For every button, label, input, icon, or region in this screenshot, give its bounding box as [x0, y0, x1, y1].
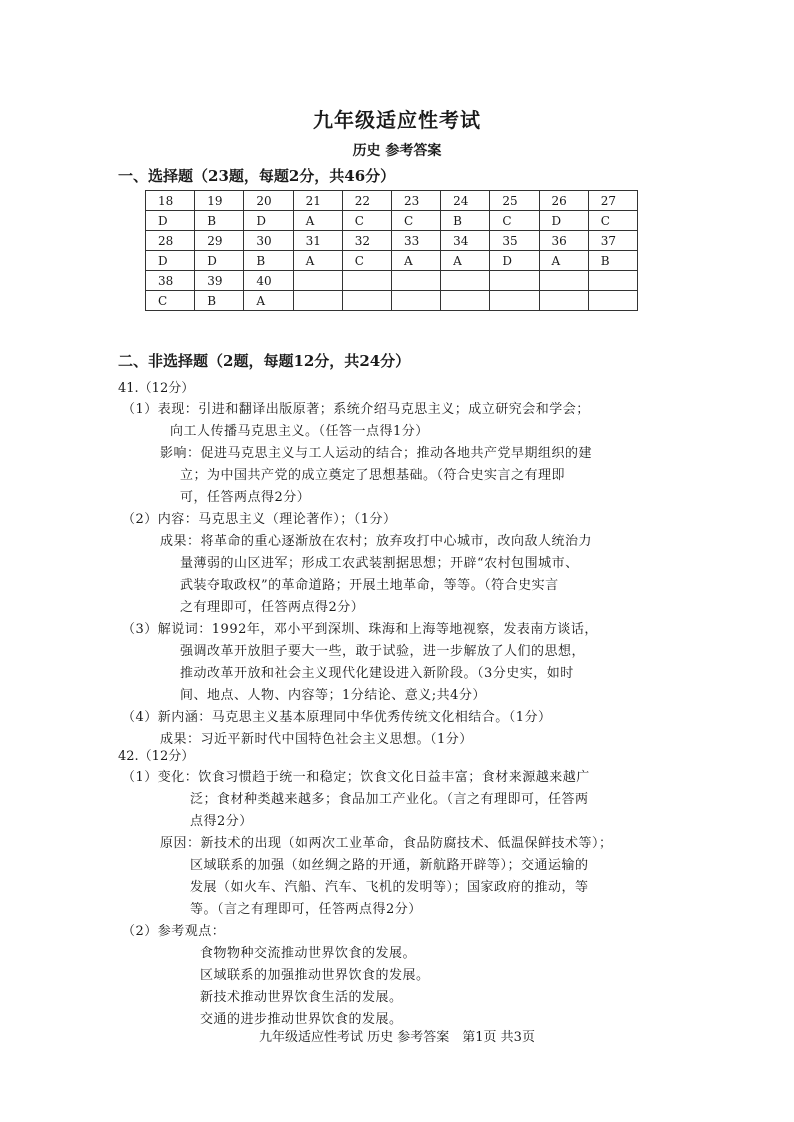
- answer-line: （1）表现：引进和翻译出版原著；系统介绍马克思主义；成立研究会和学会；: [122, 402, 590, 417]
- answer-table-row: [146, 211, 638, 231]
- answer-table-cell: [293, 291, 342, 311]
- answer-table-cell: D: [539, 211, 588, 231]
- answer-line: 推动改革开放和社会主义现代化建设进入新阶段。（3分史实，如时: [180, 666, 574, 681]
- answer-table: [145, 190, 638, 311]
- answer-table-cell: D: [490, 251, 539, 271]
- answer-table-row: [146, 291, 638, 311]
- answer-table-cell: C: [588, 211, 637, 231]
- answer-table-cell: A: [293, 211, 342, 231]
- answer-line: 交通的进步推动世界饮食的发展。: [200, 1012, 403, 1027]
- answer-line: 量薄弱的山区进军；形成工农武装割据思想；开辟“农村包围城市、: [180, 556, 579, 571]
- answer-table-cell: 38: [146, 271, 195, 291]
- answer-table-cell: 19: [195, 191, 244, 211]
- answer-line: 发展（如火车、汽船、汽车、飞机的发明等）；国家政府的推动，等: [190, 880, 589, 895]
- exam-title: 九年级适应性考试: [313, 108, 481, 132]
- answer-table-cell: 31: [293, 231, 342, 251]
- answer-line: （2）内容：马克思主义（理论著作）；（1分）: [122, 512, 397, 527]
- answer-table-cell: B: [588, 251, 637, 271]
- answer-line: 等。（言之有理即可，任答两点得2分）: [190, 902, 422, 917]
- answer-line: 强调改革开放胆子要大一些，敢于试验，进一步解放了人们的思想，: [180, 644, 586, 659]
- answer-table-cell: [588, 291, 637, 311]
- answer-table-cell: 36: [539, 231, 588, 251]
- question-42-label: 42.（12分）: [118, 749, 195, 764]
- answer-table-cell: [342, 271, 391, 291]
- answer-line: （3）解说词：1992年，邓小平到深圳、珠海和上海等地视察，发表南方谈话，: [122, 622, 598, 637]
- answer-table-cell: 26: [539, 191, 588, 211]
- answer-table-cell: D: [146, 211, 195, 231]
- answer-table-cell: [539, 271, 588, 291]
- answer-table-cell: [391, 291, 440, 311]
- answer-table-cell: 25: [490, 191, 539, 211]
- answer-table-cell: 40: [244, 271, 293, 291]
- answer-table-cell: D: [244, 211, 293, 231]
- answer-table-row: [146, 251, 638, 271]
- answer-table-cell: B: [195, 291, 244, 311]
- answer-table-cell: 18: [146, 191, 195, 211]
- answer-table-cell: 30: [244, 231, 293, 251]
- answer-line: 点得2分）: [190, 814, 253, 829]
- answer-table-row: [146, 271, 638, 291]
- answer-table-cell: [441, 291, 490, 311]
- answer-table-cell: D: [195, 251, 244, 271]
- answer-table-cell: A: [293, 251, 342, 271]
- answer-table-cell: 33: [391, 231, 440, 251]
- answer-table-cell: [588, 271, 637, 291]
- answer-table-cell: 27: [588, 191, 637, 211]
- section-heading-choice: 一、选择题（23题，每题2分，共46分）: [118, 167, 396, 185]
- answer-table-cell: C: [146, 291, 195, 311]
- answer-line: 区域联系的加强（如丝绸之路的开通，新航路开辟等）；交通运输的: [190, 858, 589, 873]
- answer-table-cell: C: [342, 251, 391, 271]
- answer-table-cell: [441, 271, 490, 291]
- section-heading-nonchoice: 二、非选择题（2题，每题12分，共24分）: [118, 352, 411, 370]
- answer-line: 食物物种交流推动世界饮食的发展。: [200, 946, 417, 961]
- answer-line: （1）变化：饮食习惯趋于统一和稳定；饮食文化日益丰富；食材来源越来越广: [122, 770, 590, 785]
- answer-line: 区域联系的加强推动世界饮食的发展。: [200, 968, 430, 983]
- answer-line: 成果：将革命的重心逐渐放在农村；放弃攻打中心城市，改向敌人统治力: [160, 534, 593, 549]
- answer-table-cell: [539, 291, 588, 311]
- answer-table-cell: [342, 291, 391, 311]
- answer-table-cell: 24: [441, 191, 490, 211]
- answer-table-cell: 23: [391, 191, 440, 211]
- exam-subtitle: 历史 参考答案: [352, 143, 442, 159]
- answer-table-cell: [490, 271, 539, 291]
- answer-table-cell: D: [146, 251, 195, 271]
- answer-table-cell: 35: [490, 231, 539, 251]
- answer-table-cell: 20: [244, 191, 293, 211]
- answer-table-cell: 34: [441, 231, 490, 251]
- answer-line: 原因：新技术的出现（如两次工业革命，食品防腐技术、低温保鲜技术等）；: [160, 836, 613, 851]
- answer-line: 武装夺取政权”的革命道路；开展土地革命，等等。（符合史实言: [180, 578, 559, 593]
- answer-table-cell: 39: [195, 271, 244, 291]
- answer-table-cell: C: [342, 211, 391, 231]
- answer-line: 成果：习近平新时代中国特色社会主义思想。（1分）: [160, 732, 473, 747]
- answer-line: 立；为中国共产党的成立奠定了思想基础。（符合史实言之有理即: [180, 468, 566, 483]
- answer-table-cell: 22: [342, 191, 391, 211]
- answer-line: 泛；食材种类越来越多；食品加工产业化。（言之有理即可，任答两: [190, 792, 589, 807]
- answer-table-cell: 28: [146, 231, 195, 251]
- answer-table-cell: B: [244, 251, 293, 271]
- answer-table-cell: [391, 271, 440, 291]
- answer-table-cell: 29: [195, 231, 244, 251]
- answer-table-cell: A: [244, 291, 293, 311]
- answer-table-cell: A: [441, 251, 490, 271]
- answer-line: 影响：促进马克思主义与工人运动的结合；推动各地共产党早期组织的建: [160, 446, 593, 461]
- answer-table-cell: B: [195, 211, 244, 231]
- answer-table-cell: [293, 271, 342, 291]
- answer-table-row: [146, 231, 638, 251]
- answer-line: （2）参考观点：: [122, 924, 226, 939]
- answer-table-cell: C: [490, 211, 539, 231]
- answer-table-cell: 37: [588, 231, 637, 251]
- answer-line: 新技术推动世界饮食生活的发展。: [200, 990, 403, 1005]
- answer-line: 可，任答两点得2分）: [180, 490, 311, 505]
- answer-table-cell: 32: [342, 231, 391, 251]
- answer-line: 间、地点、人物、内容等；1分结论、意义;共4分）: [180, 688, 486, 703]
- page-footer: 九年级适应性考试 历史 参考答案 第1页 共3页: [259, 1030, 535, 1045]
- answer-table-row: [146, 191, 638, 211]
- answer-line: （4）新内涵：马克思主义基本原理同中华优秀传统文化相结合。（1分）: [122, 710, 552, 725]
- answer-line: 向工人传播马克思主义。（任答一点得1分）: [170, 424, 429, 439]
- answer-table-cell: C: [391, 211, 440, 231]
- answer-table-cell: A: [391, 251, 440, 271]
- answer-table-cell: [490, 291, 539, 311]
- answer-table-cell: 21: [293, 191, 342, 211]
- answer-line: 之有理即可，任答两点得2分）: [180, 600, 365, 615]
- question-41-label: 41.（12分）: [118, 381, 195, 396]
- answer-table-cell: A: [539, 251, 588, 271]
- answer-table-cell: B: [441, 211, 490, 231]
